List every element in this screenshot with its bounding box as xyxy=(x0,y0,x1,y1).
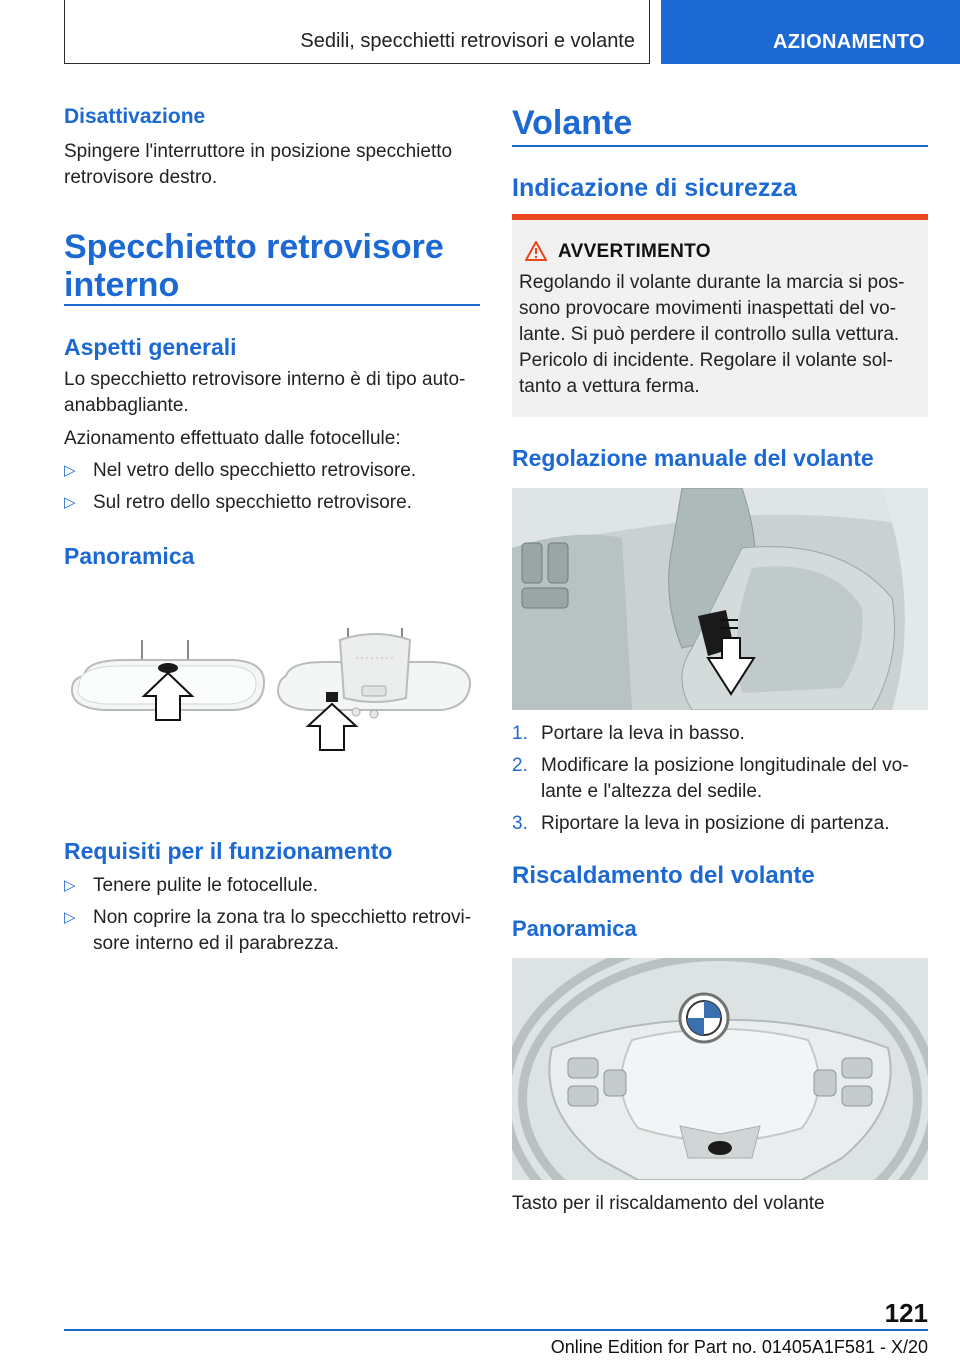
triangle-bullet-icon: ▷ xyxy=(64,462,76,479)
general-text: Lo specchietto retrovisore interno è di tipo auto-anabbagliante. xyxy=(64,369,466,416)
operation-bullet xyxy=(64,458,478,484)
page-number: 121 xyxy=(884,1298,928,1328)
steering-title: Volante xyxy=(512,104,633,142)
header-section-box xyxy=(64,0,650,64)
step-item xyxy=(512,811,928,837)
warning-box xyxy=(512,214,928,417)
step-text: Portare la leva in basso. xyxy=(541,723,745,744)
footer-rule xyxy=(64,1329,928,1331)
deactivation-text: Spingere l'interruttore in posizione specchietto retrovisore destro. xyxy=(64,141,453,188)
mirror-back-view xyxy=(278,628,470,718)
deactivation-heading: Disattivazione xyxy=(64,105,206,128)
step-number: 1. xyxy=(512,723,528,744)
mirror-title-rule xyxy=(64,304,480,306)
triangle-bullet-icon: ▷ xyxy=(64,909,76,926)
warning-title: AVVERTIMENTO xyxy=(558,241,711,262)
operation-bullet-text: Nel vetro dello specchietto retrovisore. xyxy=(93,460,417,481)
manual-adjust-heading: Regolazione manuale del volante xyxy=(512,445,874,471)
triangle-bullet-icon: ▷ xyxy=(64,494,76,511)
heating-caption: Tasto per il riscaldamento del volante xyxy=(512,1193,825,1214)
step-number: 3. xyxy=(512,813,528,834)
header-section-title: Sedili, specchietti retrovisori e volante xyxy=(300,30,635,52)
warning-triangle-icon xyxy=(524,240,548,262)
requirements-heading: Requisiti per il funzionamento xyxy=(64,838,393,864)
requirements-bullet xyxy=(64,905,478,957)
requirements-bullet xyxy=(64,873,478,899)
footer-edition: Online Edition for Part no. 01405A1F581 - X/20 xyxy=(550,1337,928,1357)
steering-wheel-illustration xyxy=(512,958,928,1180)
step-number: 2. xyxy=(512,755,528,776)
requirements-bullet-text: Tenere pulite le fotocellule. xyxy=(93,875,318,896)
mirror-title: Specchietto retrovisore interno xyxy=(64,228,444,304)
warning-text: Regolando il volante durante la marcia si pos-sono provocare movimenti inaspettati del vo-lante. Si può perdere il controllo sulla vettura. Pericolo di incidente. Regolare il volante sol-tanto a vettura ferma. xyxy=(519,272,905,397)
steering-lever-illustration xyxy=(512,488,928,710)
step-text: Riportare la leva in posizione di partenza. xyxy=(541,813,890,834)
step-text: Modificare la posizione longitudinale del vo-lante e l'altezza del sedile. xyxy=(541,755,909,802)
requirements-bullet-text: Non coprire la zona tra lo specchietto retrovi-sore interno ed il parabrezza. xyxy=(93,907,472,954)
header-chapter-tab[interactable] xyxy=(661,0,960,64)
operation-text: Azionamento effettuato dalle fotocellule: xyxy=(64,428,401,449)
rearview-mirror-illustration xyxy=(64,610,480,770)
operation-bullet-text: Sul retro dello specchietto retrovisore. xyxy=(93,492,412,513)
step-item xyxy=(512,721,928,747)
header-chapter-label: AZIONAMENTO xyxy=(773,31,925,53)
general-heading: Aspetti generali xyxy=(64,334,237,360)
steering-title-rule xyxy=(512,145,928,147)
overview-heading: Panoramica xyxy=(64,543,195,569)
step-item xyxy=(512,753,928,805)
operation-bullet xyxy=(64,490,478,516)
triangle-bullet-icon: ▷ xyxy=(64,877,76,894)
safety-heading: Indicazione di sicurezza xyxy=(512,174,797,202)
heating-overview-heading: Panoramica xyxy=(512,916,637,941)
warning-bar xyxy=(512,214,928,220)
heating-heading: Riscaldamento del volante xyxy=(512,862,815,889)
